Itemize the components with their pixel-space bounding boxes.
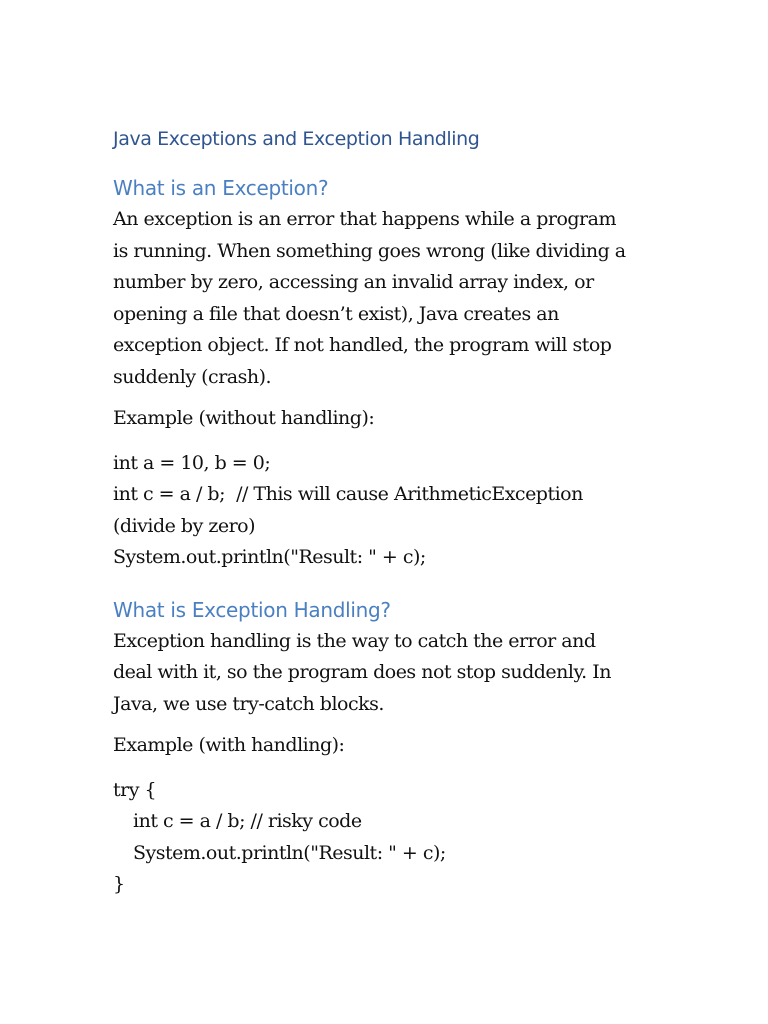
code-line: try { (113, 778, 157, 801)
paragraph-line: is running. When something goes wrong (like dividing a (113, 239, 626, 262)
code-line: int c = a / b; // This will cause ArithmeticException (113, 483, 583, 505)
section-heading-exception: What is an Exception? (113, 176, 329, 200)
paragraph-line: number by zero, accessing an invalid array index, or (113, 271, 594, 293)
section-heading-exception-handling: What is Exception Handling? (113, 597, 391, 622)
code-line: System.out.println("Result: " + c); (133, 841, 446, 864)
example-label-with-handling: Example (with handling): (113, 734, 345, 756)
paragraph-line: deal with it, so the program does not stop suddenly. In (113, 661, 612, 683)
document-page (113, 118, 673, 901)
example-label-without-handling: Example (without handling): (113, 407, 375, 429)
code-line: System.out.println("Result: " + c); (113, 546, 426, 568)
code-line: int a = 10, b = 0; (113, 451, 271, 474)
paragraph-line: An exception is an error that happens while a program (113, 208, 616, 230)
code-line: int c = a / b; // risky code (133, 810, 362, 832)
section-paragraph-exception-handling (113, 626, 673, 721)
paragraph-line: Java, we use try-catch blocks. (113, 692, 384, 715)
paragraph-line: exception object. If not handled, the program will stop (113, 334, 612, 356)
paragraph-line: opening a file that doesn’t exist), Java creates an (113, 302, 559, 325)
paragraph-line: suddenly (crash). (113, 365, 272, 388)
section-paragraph-exception (113, 204, 673, 393)
document-title: Java Exceptions and Exception Handling (113, 128, 480, 150)
code-line: } (113, 873, 125, 895)
code-line: (divide by zero) (113, 514, 256, 537)
code-block-without-handling (113, 448, 673, 574)
code-block-with-handling (113, 775, 673, 901)
paragraph-line: Exception handling is the way to catch the error and (113, 629, 596, 652)
